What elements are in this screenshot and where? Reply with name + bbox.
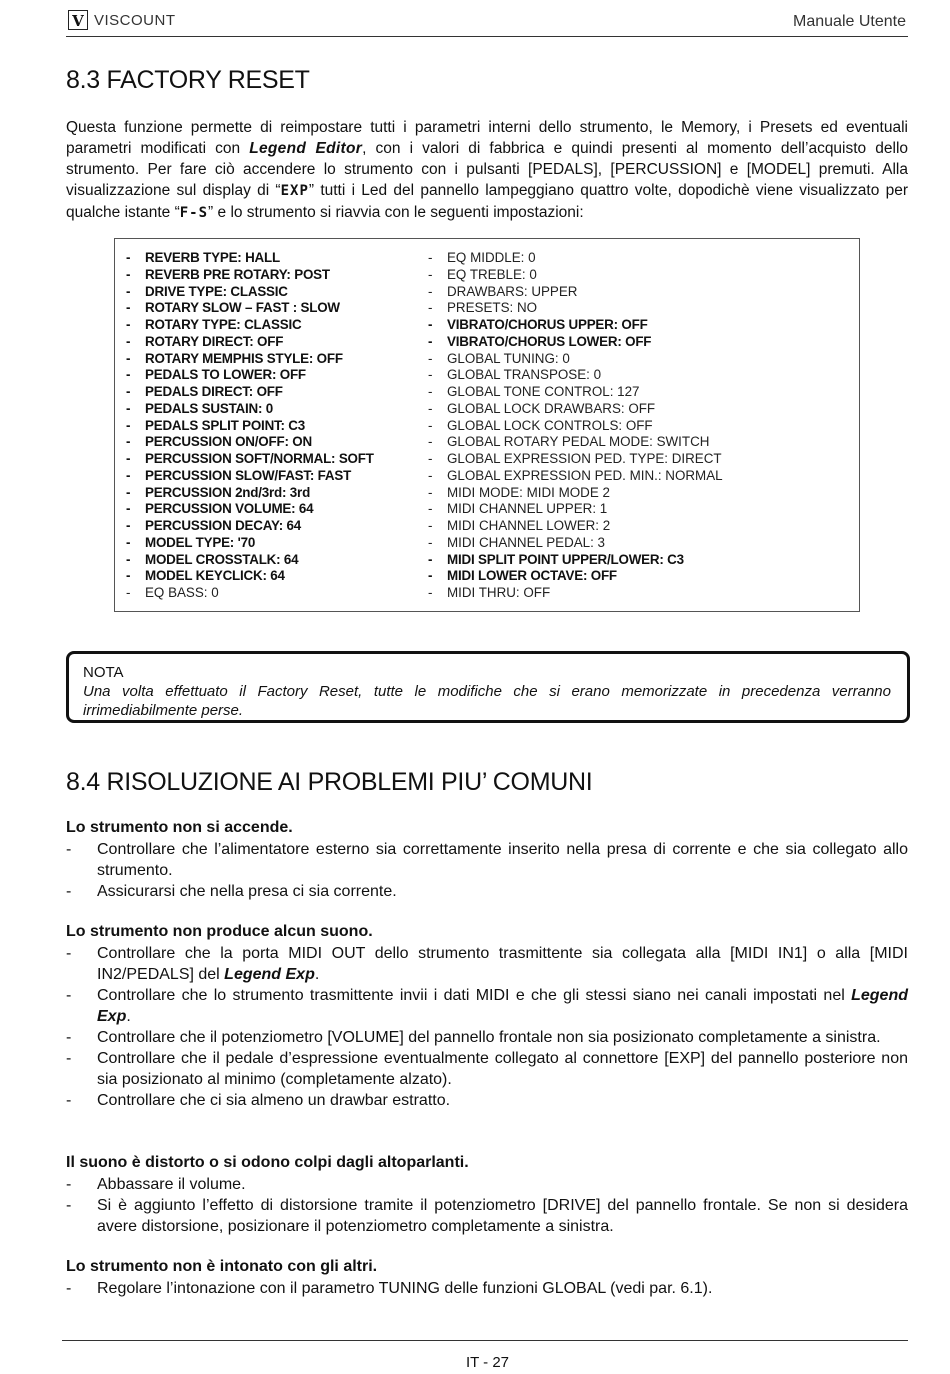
setting-text: EQ MIDDLE: 0 (447, 250, 536, 265)
setting-text: PERCUSSION SLOW/FAST: FAST (145, 467, 352, 483)
setting-text: MIDI CHANNEL UPPER: 1 (447, 501, 608, 517)
setting-item: - PERCUSSION VOLUME: 64 (126, 501, 314, 517)
setting-item: - PEDALS DIRECT: OFF (126, 384, 283, 399)
setting-text: MIDI CHANNEL PEDAL: 3 (447, 534, 605, 550)
settings-list-left (115, 250, 374, 602)
display-fs-readout: F-S (179, 205, 209, 221)
page-number: IT - 27 (465, 1354, 510, 1371)
setting-item: - REVERB PRE ROTARY: POST (126, 266, 330, 282)
setting-text: REVERB TYPE: HALL (145, 250, 280, 265)
setting-text: ROTARY SLOW – FAST : SLOW (145, 300, 340, 316)
setting-item: - PEDALS TO LOWER: OFF (126, 367, 306, 383)
problem-heading-distortion: Il suono è distorto o si odono colpi dagli altoparlanti. (66, 1154, 469, 1171)
setting-text: GLOBAL TONE CONTROL: 127 (447, 384, 640, 399)
setting-text: MIDI THRU: OFF (447, 585, 551, 600)
setting-text: GLOBAL ROTARY PEDAL MODE: SWITCH (447, 434, 710, 450)
setting-item: - GLOBAL EXPRESSION PED. TYPE: DIRECT (428, 451, 722, 466)
setting-text: MIDI MODE: MIDI MODE 2 (447, 484, 610, 500)
problem-list-tuning (66, 1278, 908, 1299)
problem-heading-no-sound: Lo strumento non produce alcun suono. (66, 923, 373, 940)
setting-text: PRESETS: NO (447, 300, 538, 316)
list-item: - Controllare che il potenziometro [VOLUME] del pannello frontale non sia posizionato completamente a sinistra. (66, 1027, 908, 1048)
setting-text: GLOBAL LOCK DRAWBARS: OFF (447, 400, 656, 416)
setting-item: - PEDALS SUSTAIN: 0 (126, 400, 274, 416)
setting-item: - ROTARY SLOW – FAST : SLOW (126, 300, 340, 316)
setting-text: ROTARY MEMPHIS STYLE: OFF (145, 350, 343, 366)
intro-text-1: Questa funzione permette di reimpostare tutti i parametri interni dello strumento, le Memory, i Presets ed eventuali parametri modificati con (66, 119, 908, 157)
setting-item: - GLOBAL LOCK DRAWBARS: OFF (428, 400, 656, 416)
setting-item: - DRIVE TYPE: CLASSIC (126, 283, 288, 299)
setting-text: PEDALS TO LOWER: OFF (145, 367, 306, 383)
setting-item: - PERCUSSION DECAY: 64 (126, 518, 301, 533)
setting-item: - DRAWBARS: UPPER (428, 283, 578, 299)
legend-exp-term: Legend Exp (97, 987, 908, 1025)
note-title: NOTA (83, 664, 124, 681)
problem-list-no-power (66, 839, 908, 902)
list-item: - Controllare che il pedale d’espressione eventualmente collegato al connettore [EXP] del pannello posteriore non sia posizionato al minimo (completamente alzato). (66, 1048, 908, 1090)
setting-item: - GLOBAL EXPRESSION PED. MIN.: NORMAL (428, 467, 723, 483)
setting-text: DRAWBARS: UPPER (447, 283, 578, 299)
setting-item: - VIBRATO/CHORUS LOWER: OFF (428, 333, 652, 349)
setting-item: - GLOBAL ROTARY PEDAL MODE: SWITCH (428, 434, 710, 450)
setting-text: GLOBAL TRANSPOSE: 0 (447, 367, 602, 383)
problem-list-no-sound (66, 943, 908, 1111)
setting-item: - MIDI MODE: MIDI MODE 2 (428, 484, 610, 500)
section-title-troubleshooting: 8.4 RISOLUZIONE AI PROBLEMI PIU’ COMUNI (66, 768, 593, 796)
setting-text: DRIVE TYPE: CLASSIC (145, 283, 288, 299)
page-header (66, 8, 908, 37)
setting-text: ROTARY DIRECT: OFF (145, 333, 284, 349)
setting-item: - PERCUSSION SLOW/FAST: FAST (126, 467, 352, 483)
list-item: - Abbassare il volume. (66, 1174, 908, 1195)
setting-text: GLOBAL TUNING: 0 (447, 350, 570, 366)
setting-text: GLOBAL EXPRESSION PED. TYPE: DIRECT (447, 451, 722, 466)
list-item-text: Controllare che lo strumento trasmittente invii i dati MIDI e che gli stessi siano nei canali impostati nel (97, 987, 852, 1004)
setting-text: PERCUSSION VOLUME: 64 (145, 501, 314, 517)
setting-text: EQ BASS: 0 (145, 585, 219, 600)
list-item (66, 943, 908, 985)
setting-item: - MIDI SPLIT POINT UPPER/LOWER: C3 (428, 551, 684, 567)
legend-editor-term: Legend Editor (249, 140, 363, 157)
setting-item: - PERCUSSION 2nd/3rd: 3rd (126, 484, 311, 500)
note-text: Una volta effettuato il Factory Reset, tutte le modifiche che si erano memorizzate in precedenza verranno irrimediabilmente perse. (83, 683, 891, 719)
setting-text: PERCUSSION ON/OFF: ON (145, 434, 312, 450)
setting-text: VIBRATO/CHORUS LOWER: OFF (447, 333, 652, 349)
setting-text: MIDI SPLIT POINT UPPER/LOWER: C3 (447, 551, 684, 567)
setting-item: - PERCUSSION ON/OFF: ON (126, 434, 312, 450)
brand-name: VISCOUNT (94, 11, 176, 29)
setting-item: - PERCUSSION SOFT/NORMAL: SOFT (126, 451, 374, 466)
factory-settings-box (114, 238, 860, 612)
setting-item: - ROTARY DIRECT: OFF (126, 333, 284, 349)
setting-text: PERCUSSION 2nd/3rd: 3rd (145, 484, 311, 500)
setting-item: - MODEL TYPE: '70 (126, 534, 256, 550)
setting-text: VIBRATO/CHORUS UPPER: OFF (447, 317, 648, 332)
legend-exp-term: Legend Exp (224, 966, 315, 983)
setting-text: PEDALS SUSTAIN: 0 (145, 400, 274, 416)
setting-text: MODEL KEYCLICK: 64 (145, 568, 285, 584)
setting-item: - MIDI CHANNEL UPPER: 1 (428, 501, 608, 517)
setting-item: - MIDI CHANNEL LOWER: 2 (428, 518, 611, 533)
list-item-text: . (126, 1008, 131, 1025)
problem-heading-no-power: Lo strumento non si accende. (66, 819, 293, 836)
setting-text: MIDI LOWER OCTAVE: OFF (447, 568, 617, 584)
factory-reset-intro (66, 117, 908, 224)
problem-heading-tuning: Lo strumento non è intonato con gli altri. (66, 1258, 378, 1275)
setting-text: EQ TREBLE: 0 (447, 266, 537, 282)
setting-item: - MODEL CROSSTALK: 64 (126, 551, 299, 567)
list-item: - Si è aggiunto l’effetto di distorsione tramite il potenziometro [DRIVE] del pannello frontale. Se non si desidera avere distorsione, posizionare il potenziometro completamente a sinistra. (66, 1195, 908, 1237)
setting-item: - GLOBAL TUNING: 0 (428, 350, 570, 366)
setting-item: - ROTARY MEMPHIS STYLE: OFF (126, 350, 343, 366)
setting-item: - VIBRATO/CHORUS UPPER: OFF (428, 317, 648, 332)
list-item: - Assicurarsi che nella presa ci sia corrente. (66, 881, 908, 902)
setting-item: - MIDI CHANNEL PEDAL: 3 (428, 534, 605, 550)
list-item (66, 985, 908, 1027)
note-box (66, 651, 910, 723)
setting-text: ROTARY TYPE: CLASSIC (145, 317, 302, 332)
viscount-logo (68, 10, 176, 30)
list-item-text: Controllare che la porta MIDI OUT dello strumento trasmittente sia collegata alla [MIDI IN1] o alla [MIDI IN2/PEDALS] del (97, 945, 908, 983)
section-title-factory-reset: 8.3 FACTORY RESET (66, 66, 310, 94)
setting-item: - ROTARY TYPE: CLASSIC (126, 317, 302, 332)
setting-item: - EQ TREBLE: 0 (428, 266, 537, 282)
list-item: - Controllare che ci sia almeno un drawbar estratto. (66, 1090, 908, 1111)
setting-text: MIDI CHANNEL LOWER: 2 (447, 518, 611, 533)
setting-item: - GLOBAL TRANSPOSE: 0 (428, 367, 602, 383)
setting-text: PERCUSSION DECAY: 64 (145, 518, 301, 533)
setting-text: MODEL CROSSTALK: 64 (145, 551, 299, 567)
setting-text: PEDALS SPLIT POINT: C3 (145, 417, 306, 433)
setting-text: REVERB PRE ROTARY: POST (145, 266, 330, 282)
list-item: - Regolare l’intonazione con il parametro TUNING delle funzioni GLOBAL (vedi par. 6.1). (66, 1278, 908, 1299)
intro-text-2: , con i valori di fabbrica e quindi presenti al momento dell’acquisto dello strumento. Per fare ciò accendere lo strumento con i pulsanti [PEDALS], [PERCUSSION] e [MODEL] premuti. Alla visualizzazione sul display di “ (66, 140, 909, 199)
footer-rule (62, 1340, 908, 1341)
setting-item: - PEDALS SPLIT POINT: C3 (126, 417, 306, 433)
intro-text-3: ” tutti i Led del pannello lampeggiano quattro volte, dopodichè viene visualizzato per qualche istante “ (66, 182, 908, 221)
setting-item: - MIDI THRU: OFF (428, 585, 551, 600)
problem-list-distortion (66, 1174, 908, 1237)
setting-text: GLOBAL LOCK CONTROLS: OFF (447, 417, 653, 433)
intro-text-4: ” e lo strumento si riavvia con le seguenti impostazioni: (208, 204, 584, 221)
setting-text: PEDALS DIRECT: OFF (145, 384, 283, 399)
setting-item: - PRESETS: NO (428, 300, 538, 316)
setting-item: - EQ BASS: 0 (126, 585, 219, 600)
list-item-text: . (314, 966, 320, 983)
setting-item: - MODEL KEYCLICK: 64 (126, 568, 285, 584)
manual-title: Manuale Utente (793, 13, 906, 30)
logo-mark-icon: V (68, 10, 88, 30)
setting-text: MODEL TYPE: '70 (145, 534, 256, 550)
setting-item: - MIDI LOWER OCTAVE: OFF (428, 568, 617, 584)
list-item: - Controllare che l’alimentatore esterno sia correttamente inserito nella presa di corrente e che sia collegato allo strumento. (66, 839, 908, 881)
setting-item: - GLOBAL TONE CONTROL: 127 (428, 384, 640, 399)
settings-list-right (417, 250, 723, 602)
setting-item: - REVERB TYPE: HALL (126, 250, 280, 265)
setting-text: PERCUSSION SOFT/NORMAL: SOFT (145, 451, 374, 466)
setting-item: - EQ MIDDLE: 0 (428, 250, 536, 265)
setting-item: - GLOBAL LOCK CONTROLS: OFF (428, 417, 653, 433)
display-exp-readout: EXP (280, 183, 309, 199)
setting-text: GLOBAL EXPRESSION PED. MIN.: NORMAL (447, 467, 723, 483)
